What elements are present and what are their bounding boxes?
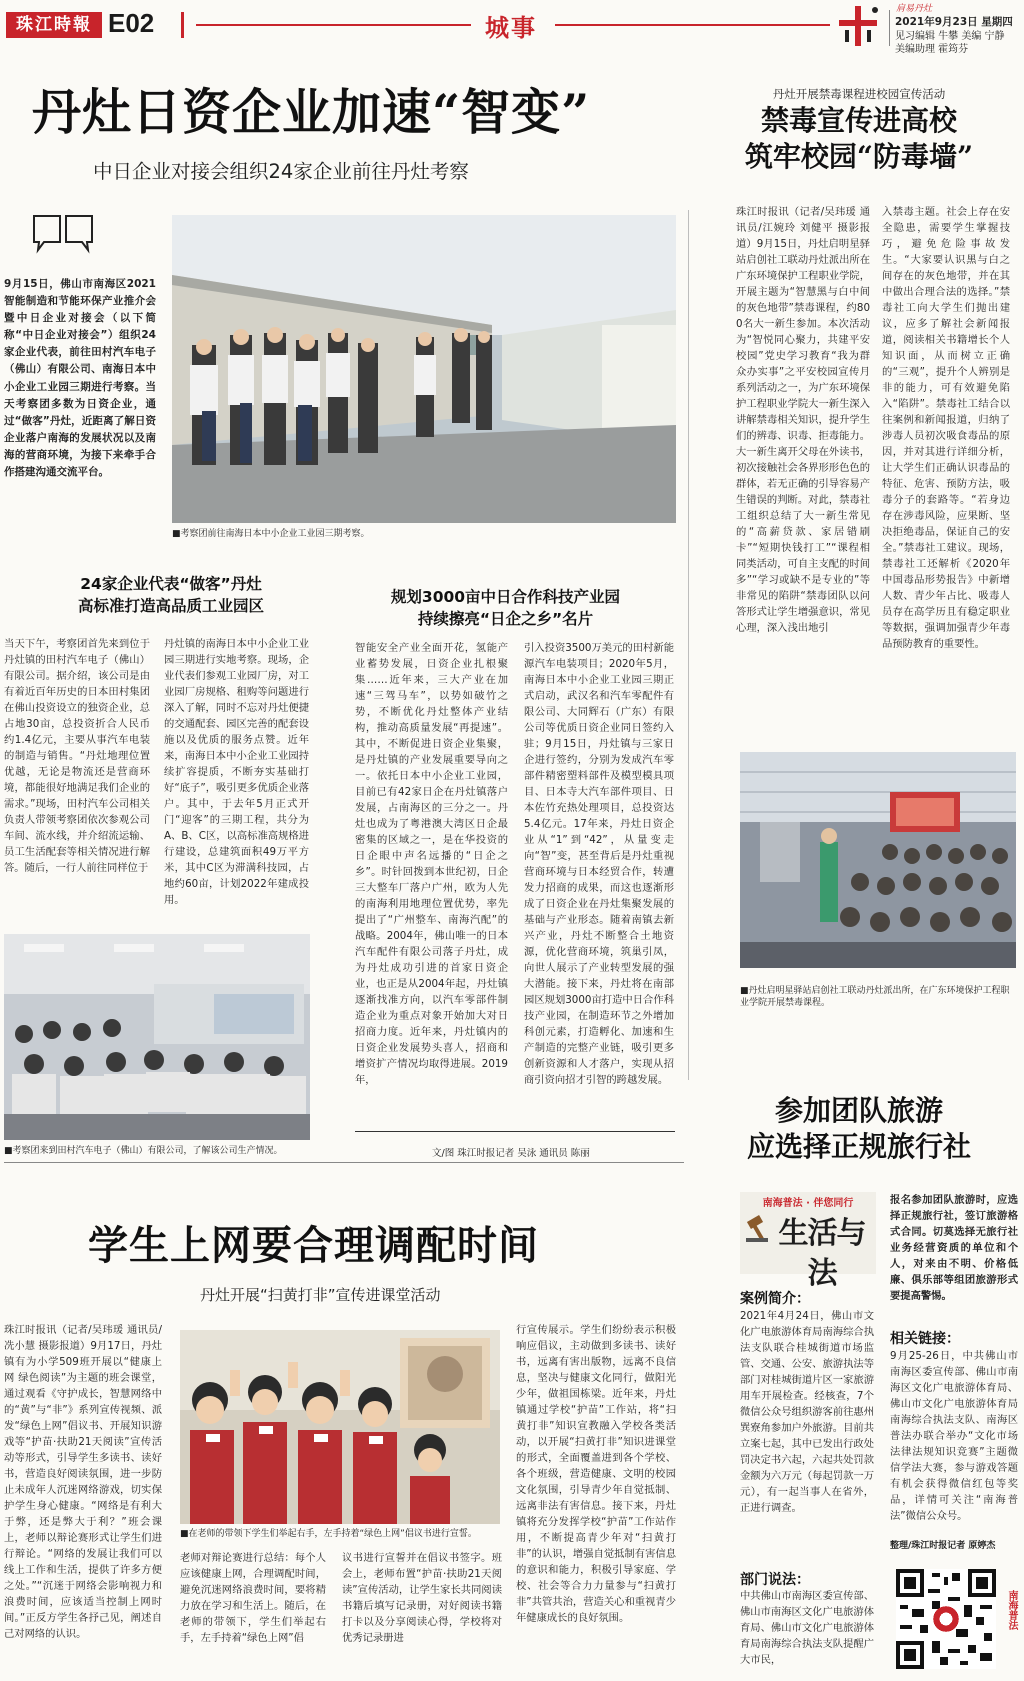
article1-subheadline: 中日企业对接会组织24家企业前往丹灶考察 <box>93 160 469 183</box>
photo-classroom-pledge <box>180 1330 500 1524</box>
photo-industrial-park <box>172 215 676 523</box>
column-divider <box>688 210 689 1080</box>
editors-line-1: 见习编辑 牛攀 美编 宁静 <box>895 31 1005 42</box>
masthead-vline <box>889 10 890 46</box>
photo-drug-education-lecture <box>740 752 1016 968</box>
article2-headline-1: 禁毒宣传进高校 <box>760 104 957 137</box>
article3-headline: 学生上网要合理调配时间 <box>88 1222 539 1269</box>
section2-col2: 引入投资3500万美元的田村新能源汽车电装项目；2020年5月，南海日本中小企业工业园三期正式启动，武汉名和汽车零配件有限公司、大同辉石（广东）有限公司等优质日资企业同日签约入驻；9月15日，丹灶镇与三家日企进行签约，分别为发成汽车零部件精密塑料部件及模型模具项目、日本寺大汽车部件项目、日本佐竹充热处理项目，总投资达5.4亿元。17年来，丹灶日资企业从“1”到“42”，从量变走向“智”变，甚至背后是丹灶重视营商环境与日本经贸合作，转遭发力招商的成果，而这也逐渐形成了日资企业在丹灶集聚发展的基础与产业形态。随着南镇去新兴产业，丹灶不断整合土地资源，优化营商环境，筑巢引凤，向世人展示了产业转型发展的强大潜能。接下来，丹灶将在南部园区规划3000亩打造中日合作科技产业园，在制造环节之外增加科创元素，打造孵化、加速和生产制造的完整产业链，吸引更多创新资源和人才落户，实现从招商引资向招才引智的跨越发展。 <box>524 642 674 1086</box>
section2-col1: 智能安全产业全面开花，氢能产业蓄势发展，日资企业扎根聚集……近年来，三大产业在加速“三驾马车”，以势如破竹之势，不断优化丹灶整体产业结构，推动高质量发展“再提速”。其中，不断促进日资企业集聚，是丹灶镇的产业发展重要导向之一。依托日本中小企业工业园，目前已有42家日企在丹灶镇落户发展，占南海区的三分之一。丹灶也成为了粤港澳大湾区日企最密集的区域之一，是在华投资的日企眼中声名远播的“日企之乡”。时针回拨到本世纪初，日企三大整车厂落户广州，欧为人先的南海利用地理位置优势，率先提出了“广州整车、南海汽配”的战略。2004年，佛山唯一的日本汽车配件有限公司落子丹灶，成为丹灶成功引进的首家日资企业，也正是从2004年起，丹灶镇逐渐找准方向，以汽车零部件制造企业为重点对象开始加大对日招商力度。近年来，丹灶镇内的日资企业发展势头喜人，招商和增资扩产情况均取得进展。2019年， <box>355 642 508 1086</box>
article2-headline-2: 筑牢校园“防毒墙” <box>744 140 974 173</box>
article3-col2: 老师对辩论赛进行总结：每个人应该健康上网，合理调配时间，避免沉迷网络浪费时间，要将精力放在学习和生活上。随后，在老师的带领下，学生们举起右手，左手持着“绿色上网”倡 <box>180 1552 326 1644</box>
brand-emblem-icon <box>835 4 883 48</box>
article3-col4: 行宣传展示。学生们纷纷表示积极响应倡议，主动做到多读书、读好书，远离有害出版物，远离不良信息，坚决与健康文化同行，做阳光少年，做祖国栋梁。近年来，丹灶镇通过学校“护苗”工作站，将“扫黄打非”知识宣教融入学校各类活动，以开展“扫黄打非”知识进课堂的形式，全面覆盖进到各个学校、各个班级，营造健康、文明的校园文化氛围，引导青少年自觉抵制、远离非法有害信息。接下来，丹灶镇将充分发挥学校“护苗”工作站作用，不断提高青少年对“扫黄打非”的认识，增强自觉抵制有害信息的意识和能力，积极引导家庭、学校、社会等合力力量参与“扫黄打非”共管共治，营造关心和重视青少年健康成长的良好氛围。 <box>516 1324 676 1624</box>
links-title: 相关链接： <box>890 1331 960 1347</box>
section1-col1: 当天下午，考察团首先来到位于丹灶镇的田村汽车电子（佛山）有限公司。据介绍，该公司是由有着近百年历史的日本田村集团在佛山投资设立的独资企业，总占地30亩，总投资折合人民币约1.4亿元，主要从事汽车电装的制造与销售。“丹灶地理位置优越，无论是物流还是营商环境，都能很好地满足我们企业的需求。”现场，田村汽车公司相关负责人带领考察团依次参观公司车间、流水线，并介绍流运输、员工生活配套等相关情况进行解答。随后，一行人前往同样位于 <box>4 638 150 874</box>
editors-line-2: 美编助理 霍筠芬 <box>895 44 969 55</box>
photo-factory-meeting <box>4 934 310 1140</box>
masthead <box>0 0 1024 55</box>
article3-col3: 议书进行宣誓并在倡议书签字。班会上，老师布置“护苗·扶助21天阅读”宣传活动，让学生家长共同阅读书籍后填写记录册，对好阅读书籍打卡以及分享阅读心得，学校将对优秀记录册进 <box>342 1552 502 1644</box>
section1-title-1: 24家企业代表“做客”丹灶 <box>80 575 262 593</box>
article1-headline: 丹灶日资企业加速“智变” <box>32 83 591 141</box>
case-text: 2021年4月24日，佛山市文化广电旅游体育局南海综合执法支队联合桂城街道市场监管、交通、公安、旅游执法等部门对桂城街道片区一家旅游用车开展检查。经核查，7个微信公众号组织游客前往惠州巽寮角参加户外旅游。目前共立案七起，其中已发出行政处罚决定书六起，六起共处罚款金额为六万元（每起罚款一万元），有一起当事人在省外，正进行调查。 <box>740 1310 874 1514</box>
masthead-rule <box>555 24 830 26</box>
links-sign: 整理/珠江时报记者 原婷杰 <box>890 1541 996 1551</box>
photo1-caption: ■考察团前往南海日本中小企业工业园三期考察。 <box>172 529 370 539</box>
article4-intro: 报名参加团队旅游时，应选择正规旅行社，签订旅游格式合同。切莫选择无旅行社业务经营资质的单位和个人，对来由不明、价格低廉、俱乐部等组团旅游形式要提高警惕。 <box>890 1194 1018 1302</box>
section1-col2: 丹灶镇的南海日本中小企业工业园三期进行实地考察。现场，企业代表们参观工业园厂房，对工业园厂房规格、租购等问题进行深入了解，同时不忘对丹灶便捷的交通配套、园区完善的配套设施以及优质的服务点赞。近年来，南海日本中小企业工业园持续扩容提质，不断夯实基础打好“底子”，吸引更多优质企业落户。其中，于去年5月正式开门“迎客”的三期工程，共分为A、B、C区，以高标准高规格进行建设，总建筑面积49万平方米，其中C区为滞满科技园，占地约60亩，计划2022年建成投用。 <box>164 638 309 906</box>
section-break-rule <box>4 1162 684 1163</box>
law-banner <box>740 1192 876 1291</box>
section1-title-2: 高标准打造高品质工业园区 <box>77 597 264 615</box>
article1-lead: 9月15日，佛山市南海区2021智能制造和节能环保产业推介会暨中日企业对接会（以下简称“中日企业对接会”）组织24家企业代表，前往田村汽车电子（佛山）有限公司、南海日本中小企业工业园三期进行考察。当天考察团多数为日资企业，通过“做客”丹灶，近距离了解日资企业落户南海的发展状况以及南海的营商环境，为接下来牵手合作搭建沟通交流平台。 <box>4 278 156 479</box>
article4-headline-1: 参加团队旅游 <box>774 1094 943 1127</box>
brand-text: 肩易丹灶 <box>896 4 933 14</box>
case-title: 案例简介： <box>740 1291 810 1307</box>
section-label: 城事 <box>485 14 537 42</box>
section2-title-2: 持续擦亮“日企之乡”名片 <box>417 610 594 628</box>
gavel-icon <box>744 1214 772 1244</box>
links-text: 9月25-26日，中共佛山市南海区委宣传部、佛山市南海区文化广电旅游体育局、佛山市文化广电旅游体育局南海综合执法支队、南海区普法办联合举办“文化市场法律法规知识竞赛”主题微信学法大赛，参与游戏答题有机会获得微信红包等奖品，详情可关注“南海普法”微信公众号。 <box>890 1350 1018 1522</box>
section2-title-1: 规划3000亩中日合作科技产业园 <box>390 588 621 606</box>
comment-bubble-icon <box>30 212 96 266</box>
qr-code[interactable] <box>896 1569 996 1669</box>
dept-text: 中共佛山市南海区委宣传部、佛山市南海区文化广电旅游体育局、佛山市文化广电旅游体育局南海综合执法支队提醒广大市民， <box>740 1590 874 1666</box>
article2-photo-caption: ■丹灶启明星驿站启创社工联动丹灶派出所，在广东环境保护工程职业学院开展禁毒课程。 <box>740 986 1010 1008</box>
dept-title: 部门说法： <box>740 1572 810 1588</box>
article2-kicker: 丹灶开展禁毒课程进校园宣传活动 <box>772 87 946 101</box>
law-banner-logo: 生活与法 <box>778 1216 866 1291</box>
article4-headline-2: 应选择正规旅行社 <box>746 1130 971 1163</box>
article3-subheadline: 丹灶开展“扫黄打非”宣传进课堂活动 <box>200 1286 441 1304</box>
issue-date: 2021年9月23日 星期四 <box>895 16 1013 28</box>
article3-col1: 珠江时报讯（记者/吴玮瑗 通讯员/冼小慧 摄影报道）9月17日，丹灶镇有为小学509班开展以“健康上网 绿色阅读”为主题的班会课堂，通过观看《守护成长，智慧网络中的“黄”与“非”》系列宣传视频、派发“绿色上网”倡议书、开展知识游戏等“护苗·扶助21天阅读”宣传活动等形式，引导学生多读书、读好书，营造良好阅读氛围，进一步防止未成年人沉迷网络游戏，切实保护学生身心健康。“网络是有利大于弊，还是弊大于利？”班会课上，老师以辩论赛形式让学生们进行辩论。“网络的发展让我们可以线上工作和生活，提供了许多方便之处。”“沉迷于网络会影响视力和浪费时间，应该适当控制上网时间。”正反方学生各抒己见，阐述自己对网络的认识。 <box>4 1324 162 1640</box>
byline-rule <box>355 1131 675 1132</box>
qr-label: 南海普法 <box>1006 1590 1017 1630</box>
article2-col2: 入禁毒主题。社会上存在安全隐患，需要学生掌握技巧，避免危险事故发生。“大家要认识黑与白之间存在的灰色地带，并在其中做出合理合法的选择。”禁毒社工向大学生们抛出建议，应多了解社会新闻报道，阅读相关书籍增长个人知识面，从而树立正确的“三观”，提升个人辨别是非的能力，可有效避免陷入“陷阱”。禁毒社工结合以往案例和新闻报道，归纳了涉毒人员初次吸食毒品的原因，并对其进行详细分析，让大学生们正确认识毒品的特征、危害、预防方法，吸毒分子的套路等。“若身边存在涉毒风险，应果断、坚决拒绝毒品，保证自己的安全。”禁毒社工建议。现场，禁毒社工还解析《2020年中国毒品形势报告》中新增人数、青少年占比、吸毒人员存在高学历且有稳定职业等数据，强调加强青少年毒品预防教育的重要性。 <box>882 206 1010 650</box>
law-banner-top: 南海普法 · 伴您同行 <box>762 1198 854 1209</box>
page-number: E02 <box>108 8 155 38</box>
photo2-caption: ■考察团来到田村汽车电子（佛山）有限公司，了解该公司生产情况。 <box>4 1146 283 1156</box>
paper-logo: 珠江時報 <box>6 12 102 38</box>
article3-photo-caption: ■在老师的带领下学生们举起右手，左手持着“绿色上网”倡议书进行宣誓。 <box>180 1529 477 1539</box>
article1-byline: 文/图 珠江时报记者 吴泳 通讯员 陈丽 <box>432 1148 590 1159</box>
masthead-rule-left <box>196 24 471 26</box>
article2-col1: 珠江时报讯（记者/吴玮瑗 通讯员/江婉玲 刘健平 摄影报道）9月15日，丹灶启明星驿站启创社工联动丹灶派出所在广东环境保护工程职业学院，开展主题为“智慧黑与白中间的灰色地带”禁毒课程，约800名大一新生参加。本次活动为“智悦同心聚力，共建平安校园”党史学习教育“我为群众办实事”之平安校园宣传月系列活动之一，为广东环境保护工程职业学院大一新生深入讲解禁毒相关知识，提升学生们的辨毒、识毒、拒毒能力。大一新生离开父母在外读书，初次接触社会各界形形色色的群体，若无正确的引导容易产生错误的判断。对此，禁毒社工组织总结了大一新生常见的“高薪贷款、家居错刷卡”“短期快钱打工”“课程相同类活动，可自主支配的时间多”“学习或缺不是专业的”等非常见的陷阱“禁毒团队以问答形式让学生增强意识，常见心理，深入浅出地引 <box>736 206 870 634</box>
masthead-divider <box>181 12 184 38</box>
